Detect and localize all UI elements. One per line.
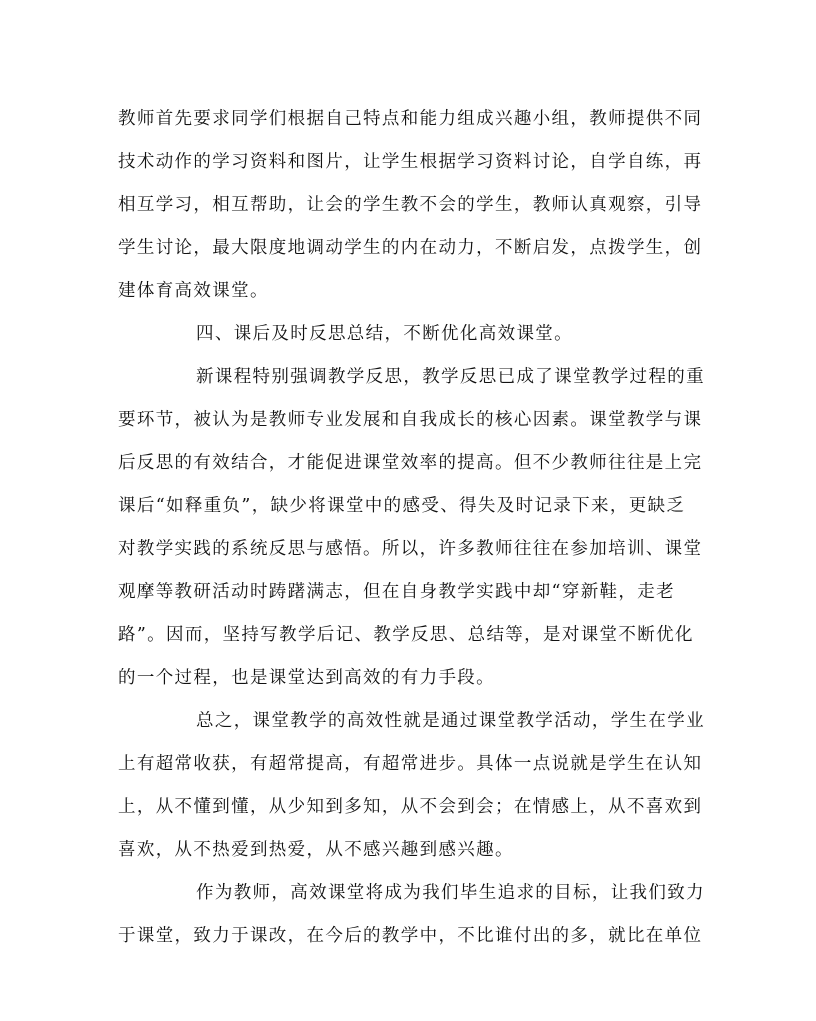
paragraph-line: 上，从不懂到懂，从少知到多知，从不会到会；在情感上，从不喜欢到 [118,797,703,817]
paragraph-line: 建体育高效课堂。 [118,281,269,301]
paragraph-line: 观摩等教研活动时踌躇满志，但在自身教学实践中却“穿新鞋，走老 [118,582,675,602]
paragraph-line: 作为教师，高效课堂将成为我们毕生追求的目标，让我们致力 [196,883,705,903]
paragraph-line: 的一个过程，也是课堂达到高效的有力手段。 [118,668,495,688]
paragraph-line: 学生讨论，最大限度地调动学生的内在动力，不断启发，点拨学生，创 [118,238,703,258]
paragraph-line: 上有超常收获，有超常提高，有超常进步。具体一点说就是学生在认知 [118,754,703,774]
paragraph-line: 于课堂，致力于课改，在今后的教学中，不比谁付出的多，就比在单位 [118,926,703,946]
paragraph-line: 技术动作的学习资料和图片，让学生根据学习资料讨论，自学自练，再 [118,152,703,172]
paragraph-line: 对教学实践的系统反思与感悟。所以，许多教师往往在参加培训、课堂 [118,539,703,559]
paragraph-line: 喜欢，从不热爱到热爱，从不感兴趣到感兴趣。 [118,840,514,860]
paragraph-line: 新课程特别强调教学反思，教学反思已成了课堂教学过程的重 [196,367,705,387]
paragraph-line: 后反思的有效结合，才能促进课堂效率的提高。但不少教师往往是上完 [118,453,703,473]
document-body [118,98,705,958]
section-heading: 四、课后及时反思总结，不断优化高效课堂。 [196,324,573,344]
paragraph-line: 课后“如释重负”，缺少将课堂中的感受、得失及时记录下来，更缺乏 [118,496,686,516]
paragraph-line: 总之，课堂教学的高效性就是通过课堂教学活动，学生在学业 [196,711,705,731]
paragraph-line: 路”。因而，坚持写教学后记、教学反思、总结等，是对课堂不断优化 [118,625,694,645]
paragraph-line: 相互学习，相互帮助，让会的学生教不会的学生，教师认真观察，引导 [118,195,703,215]
paragraph-line: 要环节，被认为是教师专业发展和自我成长的核心因素。课堂教学与课 [118,410,703,430]
paragraph-line: 教师首先要求同学们根据自己特点和能力组成兴趣小组，教师提供不同 [118,109,703,129]
